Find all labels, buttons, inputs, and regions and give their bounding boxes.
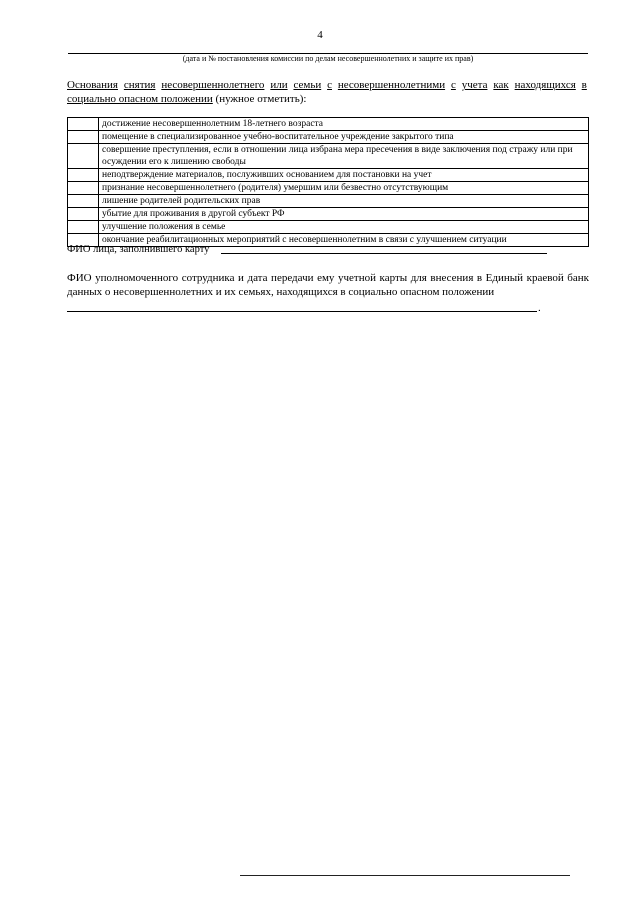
reason-row [68,208,589,221]
reason-row [68,221,589,234]
reason-text: помещение в специализированное учебно-воспитательное учреждение закрытого типа [99,131,589,144]
intro-word: как [493,79,509,91]
reasons-table [67,117,589,247]
reason-row [68,144,589,169]
reason-row [68,118,589,131]
reason-row [68,169,589,182]
reason-checkbox[interactable] [68,169,99,182]
reason-text: окончание реабилитационных мероприятий с несовершеннолетним в связи с улучшением ситуации [99,234,589,247]
reason-checkbox[interactable] [68,182,99,195]
intro-word: или [270,79,288,91]
intro-underlined-text: социально опасном положении [67,93,213,105]
intro-word: семьи [293,79,322,91]
intro-line-1 [67,78,587,92]
reason-text: лишение родителей родительских прав [99,195,589,208]
intro-word: учета [461,79,488,91]
reason-text: неподтверждение материалов, послуживших основанием для постановки на учет [99,169,589,182]
intro-word: в [581,79,587,91]
intro-word: Основания [67,79,118,91]
reason-row [68,195,589,208]
reason-checkbox[interactable] [68,118,99,131]
filler-name-line[interactable] [221,253,547,254]
page-bottom-line [240,875,570,876]
reason-checkbox[interactable] [68,144,99,169]
reason-checkbox[interactable] [68,131,99,144]
intro-word: снятия [123,79,156,91]
reason-checkbox[interactable] [68,208,99,221]
intro-line-2 [67,92,587,106]
intro-word: с [327,79,332,91]
filler-label: ФИО лица, заполнившего карту [67,244,210,255]
reason-text: совершение преступления, если в отношении лица избрана мера пресечения в виде заключения под стражу или при осуждении его к лишению свободы [99,144,589,169]
commission-caption: (дата и № постановления комиссии по делам несовершеннолетних и защите их прав) [182,54,474,63]
page-number: 4 [317,29,323,41]
intro-word: несовершеннолетнего [161,79,265,91]
intro-word: с [450,79,456,91]
reason-row [68,182,589,195]
reason-checkbox[interactable] [68,221,99,234]
intro-word: несовершеннолетними [337,79,446,91]
reason-row [68,131,589,144]
reason-text: улучшение положения в семье [99,221,589,234]
official-name-line[interactable] [67,311,537,312]
official-line-end: . [538,302,541,314]
reason-text: достижение несовершеннолетним 18-летнего возраста [99,118,589,131]
intro-word: находящихся [514,79,576,91]
reasons-intro [67,78,587,106]
reason-text: признание несовершеннолетнего (родителя) умершим или безвестно отсутствующим [99,182,589,195]
intro-rest-text: (нужное отметить): [212,93,307,105]
reason-checkbox[interactable] [68,195,99,208]
reason-text: убытие для проживания в другой субъект РФ [99,208,589,221]
official-text: ФИО уполномоченного сотрудника и дата передачи ему учетной карты для внесения в Единый краевой банк данных о несовершеннолетних и их семьях, находящихся в социально опасном положении [67,272,589,298]
